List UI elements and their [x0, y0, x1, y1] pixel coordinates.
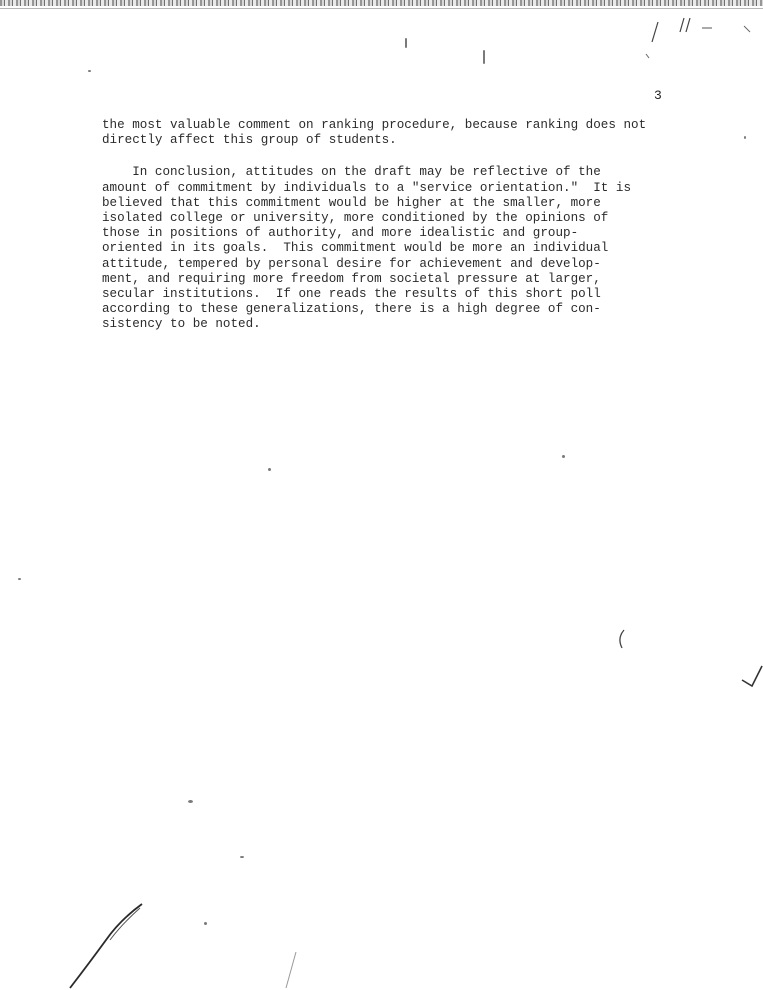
scan-speck: [188, 800, 193, 803]
scan-speck: [18, 578, 21, 580]
pen-stroke-right-edge: [740, 660, 763, 690]
scan-top-edge: [0, 0, 763, 6]
text-line: secular institutions. If one reads the results of this short poll: [102, 286, 601, 301]
scan-speck: [204, 922, 207, 925]
scan-speck: [483, 50, 485, 64]
text-line: oriented in its goals. This commitment would be more an individual: [102, 241, 609, 256]
pen-stroke-bottom-left: [60, 900, 150, 990]
handwritten-mark-top-right: [640, 14, 760, 64]
bracket-mark: [614, 628, 628, 652]
scan-speck: [562, 455, 565, 458]
text-line: directly affect this group of students.: [102, 133, 397, 148]
text-line: sistency to be noted.: [102, 317, 261, 332]
text-line: isolated college or university, more conditioned by the opinions of: [102, 210, 609, 225]
page-number: 3: [654, 88, 662, 103]
paragraph-1: [102, 118, 662, 148]
scan-speck: [744, 136, 746, 139]
scan-speck: [240, 856, 244, 858]
scan-edge-line: [0, 8, 763, 9]
document-body: [102, 118, 662, 332]
text-line: amount of commitment by individuals to a "service orientation." It is: [102, 180, 632, 195]
paragraph-gap: [102, 148, 662, 165]
scan-speck: [88, 70, 91, 72]
text-line: those in positions of authority, and more idealistic and group-: [102, 226, 579, 241]
text-line: attitude, tempered by personal desire for achievement and develop-: [102, 256, 601, 271]
scan-speck: [268, 468, 271, 471]
text-line: according to these generalizations, there is a high degree of con-: [102, 302, 601, 317]
text-line: In conclusion, attitudes on the draft may be reflective of the: [102, 165, 601, 180]
text-line: believed that this commitment would be higher at the smaller, more: [102, 195, 601, 210]
paragraph-2: [102, 165, 662, 332]
faint-stroke-bottom: [282, 950, 298, 990]
text-line: ment, and requiring more freedom from societal pressure at larger,: [102, 271, 601, 286]
text-line: the most valuable comment on ranking procedure, because ranking does not: [102, 118, 647, 132]
scan-speck: [405, 38, 407, 48]
